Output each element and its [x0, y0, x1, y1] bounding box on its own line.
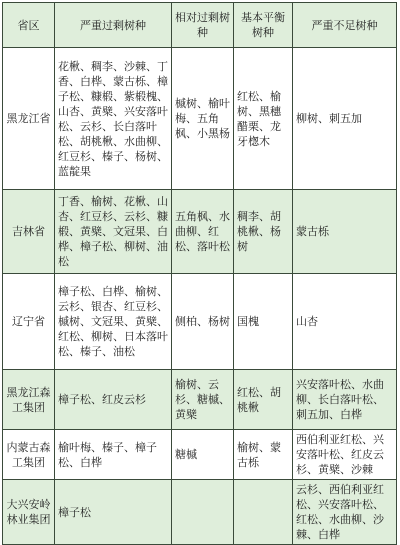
- row-province: 辽宁省: [3, 274, 55, 370]
- header-province: 省区: [3, 3, 55, 48]
- header-severe-over: 严重过剩树种: [55, 3, 172, 48]
- row-severe-short: 西伯利亚红松、兴安落叶松、红皮云杉、黄檗、沙棘: [293, 430, 397, 480]
- row-severe-short: 山杏: [293, 274, 397, 370]
- row-balanced: 榆树、蒙古栎: [234, 430, 293, 480]
- row-province: 大兴安岭林业集团: [3, 480, 55, 545]
- row-balanced: 稠李、胡桃楸、杨树: [234, 190, 293, 274]
- tree-species-table-container: [2, 2, 396, 541]
- row-relative-over: 榆树、云杉、糖槭、黄檗: [172, 370, 234, 430]
- row-province: 吉林省: [3, 190, 55, 274]
- row-balanced: [234, 480, 293, 545]
- row-relative-over: 槭树、榆叶梅、五角枫、小黑杨: [172, 48, 234, 190]
- table-header-row: [3, 3, 397, 48]
- row-balanced: 红松、榆树、黑穗醋栗、龙牙楤木: [234, 48, 293, 190]
- row-severe-over: 樟子松: [55, 480, 172, 545]
- row-severe-over: 樟子松、红皮云杉: [55, 370, 172, 430]
- row-province: 内蒙古森工集团: [3, 430, 55, 480]
- table-row: [3, 480, 397, 545]
- header-severe-short: 严重不足树种: [293, 3, 397, 48]
- table-row: [3, 274, 397, 370]
- row-balanced: 红松、胡桃楸: [234, 370, 293, 430]
- row-relative-over: [172, 480, 234, 545]
- row-severe-over: 榆叶梅、榛子、樟子松、白桦: [55, 430, 172, 480]
- header-relative-over: 相对过剩树种: [172, 3, 234, 48]
- row-province: 黑龙江森工集团: [3, 370, 55, 430]
- table-row: [3, 430, 397, 480]
- table-row: [3, 48, 397, 190]
- table-row: [3, 190, 397, 274]
- table-row: [3, 370, 397, 430]
- row-relative-over: 糖槭: [172, 430, 234, 480]
- row-relative-over: 五角枫、水曲柳、红松、落叶松: [172, 190, 234, 274]
- row-severe-short: 兴安落叶松、水曲柳、长白落叶松、刺五加、白桦: [293, 370, 397, 430]
- row-severe-over: 丁香、榆树、花楸、山杏、红豆杉、云杉、糠椴、黄檗、文冠果、白桦、樟子松、柳树、油松: [55, 190, 172, 274]
- row-severe-short: 蒙古栎: [293, 190, 397, 274]
- tree-species-table: [2, 2, 397, 545]
- row-province: 黑龙江省: [3, 48, 55, 190]
- row-severe-short: 云杉、西伯利亚红松、兴安落叶松、红松、水曲柳、沙棘、白桦: [293, 480, 397, 545]
- header-balanced: 基本平衡树种: [234, 3, 293, 48]
- row-severe-over: 樟子松、白桦、榆树、云杉、银杏、红豆杉、槭树、文冠果、黄檗、红松、柳树、日本落叶松、榛子、油松: [55, 274, 172, 370]
- row-severe-over: 花楸、稠李、沙棘、丁香、白桦、蒙古栎、樟子松、糠椴、紫椴槐、山杏、黄檗、兴安落叶松、云杉、长白落叶松、胡桃楸、水曲柳、红豆杉、榛子、杨树、蓝靛果: [55, 48, 172, 190]
- row-severe-short: 柳树、刺五加: [293, 48, 397, 190]
- row-relative-over: 侧柏、杨树: [172, 274, 234, 370]
- row-balanced: 国槐: [234, 274, 293, 370]
